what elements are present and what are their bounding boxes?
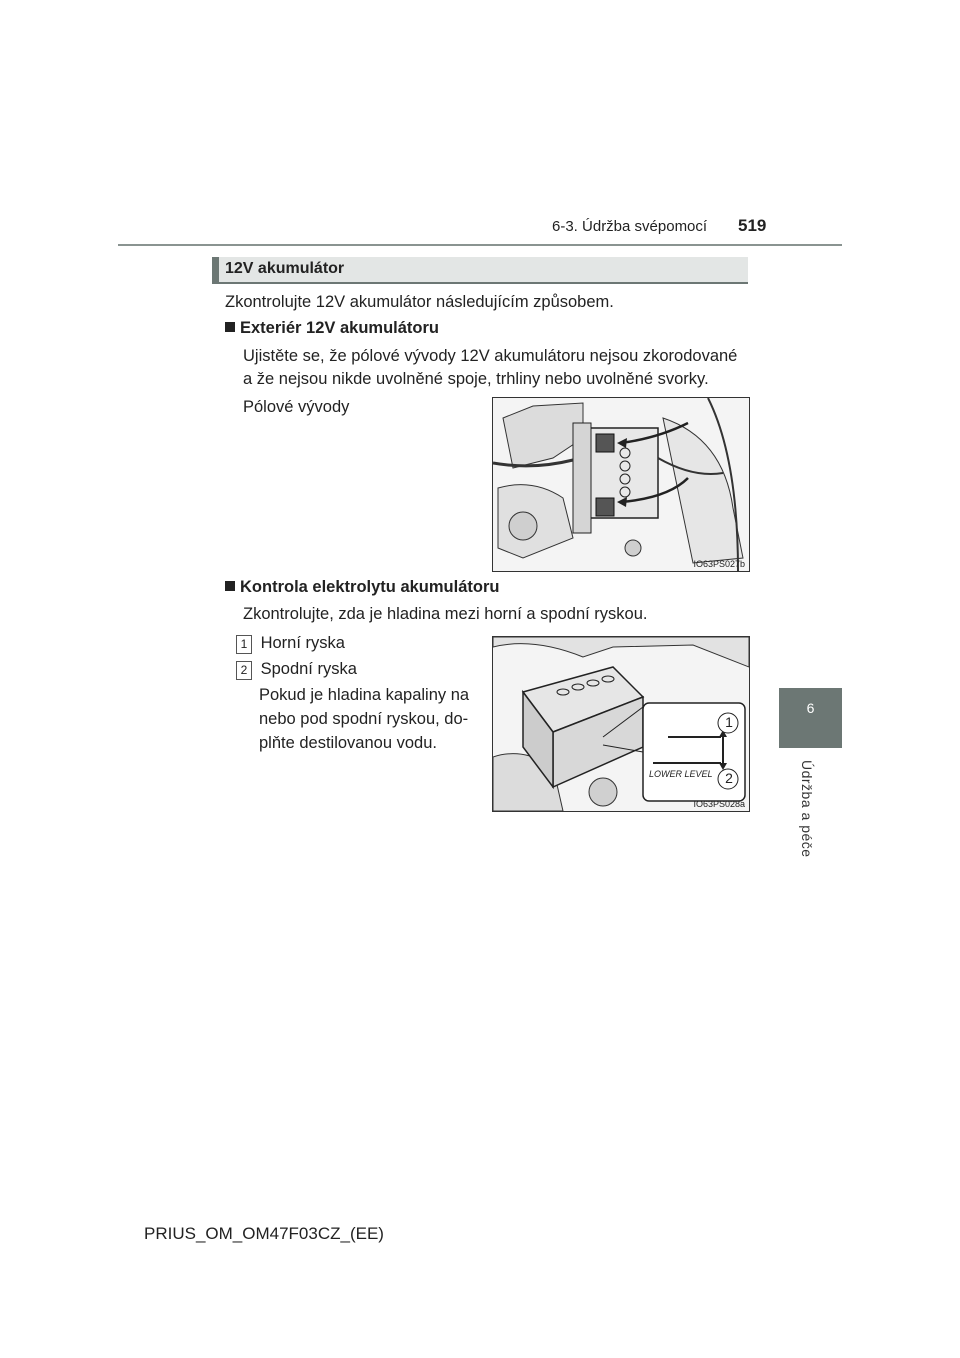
refill-note-line2: nebo pod spodní ryskou, do- [259,710,469,728]
footer-document-code: PRIUS_OM_OM47F03CZ_(EE) [144,1224,384,1243]
lower-level-label: LOWER LEVEL [649,769,713,779]
battery-terminals-illustration [493,398,749,571]
chapter-tab [779,688,842,748]
figure-code-1: IO63PS027b [693,559,745,569]
item-number-1: 1 [236,635,252,654]
intro-text: Zkontrolujte 12V akumulátor následujícím způsobem. [225,293,614,311]
refill-note-line3: plňte destilovanou vodu. [259,734,437,752]
terminals-label: Pólové vývody [243,398,350,416]
battery-terminals-figure [492,397,750,572]
exterior-text-line1: Ujistěte se, že pólové vývody 12V akumulátoru nejsou zkorodované [243,347,738,365]
bullet-exterior-heading: Exteriér 12V akumulátoru [240,319,439,337]
bullet-exterior [225,319,439,338]
electrolyte-level-illustration [493,637,749,811]
bullet-electrolyte [225,578,499,597]
callout-1: 1 [725,714,733,730]
bullet-electrolyte-heading: Kontrola elektrolytu akumulátoru [240,578,500,596]
header-divider [118,244,842,246]
bullet-square-icon [225,581,235,591]
section-title: 12V akumulátor [225,260,345,277]
list-item-upper-line [236,631,345,656]
chapter-number: 6 [806,700,815,716]
item-label-lower-line: Spodní ryska [260,660,357,678]
callout-2: 2 [725,770,733,786]
page-number: 519 [738,216,767,235]
header-section-title: 6-3. Údržba svépomocí [552,218,708,235]
electrolyte-level-figure [492,636,750,812]
list-item-lower-line [236,657,357,682]
exterior-text-line2: a že nejsou nikde uvolněné spoje, trhliny nebo uvolněné svorky. [243,370,709,388]
bullet-square-icon [225,322,235,332]
refill-note-line1: Pokud je hladina kapaliny na [259,686,470,704]
item-label-upper-line: Horní ryska [260,634,345,652]
chapter-title: Údržba a péče [799,760,815,858]
electrolyte-text: Zkontrolujte, zda je hladina mezi horní a spodní ryskou. [243,605,648,623]
figure-code-2: IO63PS028a [693,799,745,809]
item-number-2: 2 [236,661,252,680]
